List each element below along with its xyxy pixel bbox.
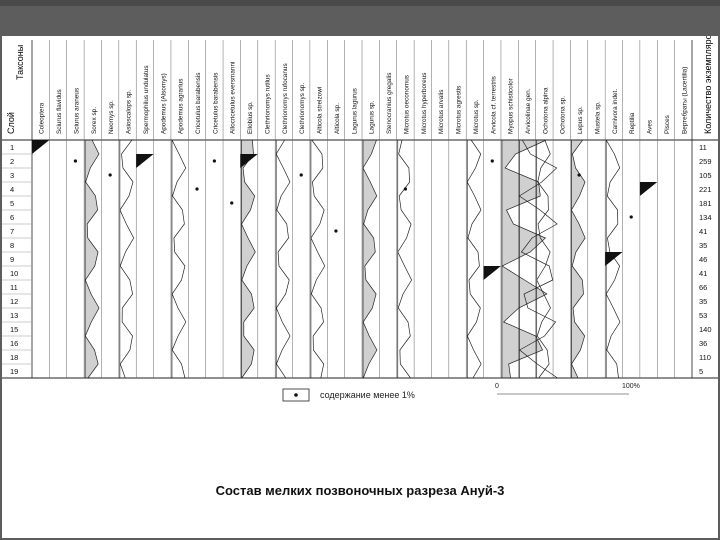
taxon-label: Spermophilus undulatus <box>142 65 150 134</box>
presence-dot <box>334 229 337 232</box>
specimen-count: 5 <box>699 367 704 377</box>
abundance-curve <box>467 140 481 378</box>
layer-number: 19 <box>10 367 19 377</box>
taxon-label: Allocricetulus eversmanni <box>229 61 237 134</box>
count-labels <box>699 143 712 376</box>
layer-number: 13 <box>10 311 19 321</box>
layer-number: 1 <box>10 143 15 153</box>
taxon-label: Lepus sp. <box>577 106 585 134</box>
taxon-label: Вертебраты (Lacertilia) <box>681 66 689 134</box>
taxon-label: Ochotona sp. <box>559 95 567 134</box>
taxon-label: Myopus schisticolor <box>507 78 515 134</box>
grid-lines <box>2 40 718 378</box>
taxon-label: Apodemus agrarius <box>177 78 185 134</box>
taxon-label: Microtus oeconomus <box>403 75 411 134</box>
layer-number: 11 <box>10 283 18 293</box>
abundance-curve <box>502 140 547 378</box>
stratigraphic-diagram <box>2 36 718 436</box>
specimen-count: 53 <box>699 311 708 321</box>
legend-label: содержание менее 1% <box>320 390 415 400</box>
taxon-label: Cricetulus barabensis <box>195 72 202 134</box>
specimen-count: 35 <box>699 241 708 251</box>
specimen-count: 181 <box>699 199 712 209</box>
taxon-label: Arvicola cf. terrestris <box>490 76 498 134</box>
taxon-label: Microtus arvalis <box>438 89 446 134</box>
abundance-peak <box>240 154 257 168</box>
abundance-curve <box>363 140 377 378</box>
abundance-peak <box>640 182 657 196</box>
caption-panel <box>2 436 718 538</box>
presence-dot <box>109 173 112 176</box>
taxon-label: Alticola strelzowi <box>316 86 324 134</box>
taxon-label: Carnivora indet. <box>611 88 619 134</box>
abundance-peak <box>32 140 49 154</box>
presence-dot <box>491 159 494 162</box>
taxon-label: Arvicolinae gen. <box>525 88 532 134</box>
scale-hundred: 100% <box>622 383 640 390</box>
presence-dot <box>404 187 407 190</box>
layer-number: 8 <box>10 241 15 251</box>
presence-dot <box>195 187 198 190</box>
taxon-label: Clethrionomys rufocanus <box>281 63 289 134</box>
taxon-label: Ochotona alpina <box>542 87 550 134</box>
taxon-label: Sorex sp. <box>90 107 98 134</box>
specimen-count: 105 <box>699 171 712 181</box>
presence-dot <box>630 215 633 218</box>
abundance-curve <box>398 140 412 378</box>
taxon-label: Aves <box>646 119 654 134</box>
presence-dot <box>74 159 77 162</box>
taxon-label: Microtus sp. <box>472 99 480 134</box>
specimen-count: 41 <box>699 269 708 279</box>
layer-number: 16 <box>10 339 19 349</box>
specimen-count: 41 <box>699 227 708 237</box>
taxon-label: Microtus hyperboreus <box>420 72 428 134</box>
layer-number: 3 <box>10 171 15 181</box>
specimen-count: 140 <box>699 325 712 335</box>
taxon-label: Clethrionomys sp. <box>299 82 307 134</box>
layer-number: 2 <box>10 157 15 167</box>
presence-dot <box>578 173 581 176</box>
layer-number: 10 <box>10 269 19 279</box>
layer-number: 5 <box>10 199 15 209</box>
taxon-label: Apodemus (Alsomys) <box>160 73 168 134</box>
taxon-label: Lagurus sp. <box>368 100 376 134</box>
taxon-label: Mustela sp. <box>594 101 602 134</box>
layer-number: 4 <box>10 185 15 195</box>
layer-header: Слой <box>6 112 16 134</box>
taxon-label: Sciurus flavidus <box>56 89 64 134</box>
abundance-peak <box>605 252 622 266</box>
specimen-count: 36 <box>699 339 708 349</box>
taxon-label: Coleoptera <box>38 102 46 134</box>
presence-dot <box>300 173 303 176</box>
count-header: Количество экземпляров <box>703 36 713 134</box>
abundance-curve <box>276 140 290 378</box>
legend-dot <box>294 393 298 397</box>
abundance-curve <box>172 140 186 378</box>
layer-number: 9 <box>10 255 15 265</box>
abundance-curve <box>120 140 134 378</box>
taxon-label: Alticola sp. <box>333 103 341 134</box>
taxon-label: Reptilia <box>629 112 637 134</box>
taxon-label: Lagurus lagurus <box>351 88 359 134</box>
taxon-label: Pisces <box>663 115 671 134</box>
taxon-label: Microtus agrestis <box>455 85 463 134</box>
layer-number: 12 <box>10 297 19 307</box>
taxon-label: Sciurus araneus <box>73 87 81 134</box>
taxon-label: Clethrionomys rutilus <box>264 74 272 134</box>
abundance-peak <box>136 154 153 168</box>
specimen-count: 110 <box>699 353 711 363</box>
specimen-count: 66 <box>699 283 708 293</box>
taxon-label: Neomys sp. <box>108 100 116 134</box>
abundance-curve <box>85 140 99 378</box>
abundance-curve <box>241 140 255 378</box>
abundance-curve <box>311 140 325 378</box>
slide-caption: Состав мелких позвоночных разреза Ануй-3 <box>215 483 505 498</box>
taxa-header: Таксоны <box>15 44 25 80</box>
layer-number: 15 <box>10 325 19 335</box>
specimen-count: 259 <box>699 157 712 167</box>
specimen-count: 46 <box>699 255 708 265</box>
abundance-peak <box>484 266 501 280</box>
layer-labels <box>10 143 18 376</box>
specimen-count: 134 <box>699 213 712 223</box>
taxon-label: Ellobius sp. <box>247 101 255 134</box>
specimen-count: 221 <box>699 185 712 195</box>
layer-number: 6 <box>10 213 15 223</box>
taxon-label: Stenocranius gregalis <box>386 72 394 134</box>
layer-number: 18 <box>10 353 19 363</box>
diagram-svg <box>2 36 718 436</box>
specimen-count: 11 <box>699 143 707 153</box>
top-bar <box>0 0 720 6</box>
taxon-label: Asioscalops sp. <box>125 89 133 134</box>
specimen-count: 35 <box>699 297 708 307</box>
presence-dot <box>230 201 233 204</box>
taxon-label: Cricetulus barabensis <box>212 72 220 134</box>
scale-zero: 0 <box>495 383 499 390</box>
layer-number: 7 <box>10 227 15 237</box>
presence-dot <box>213 159 216 162</box>
